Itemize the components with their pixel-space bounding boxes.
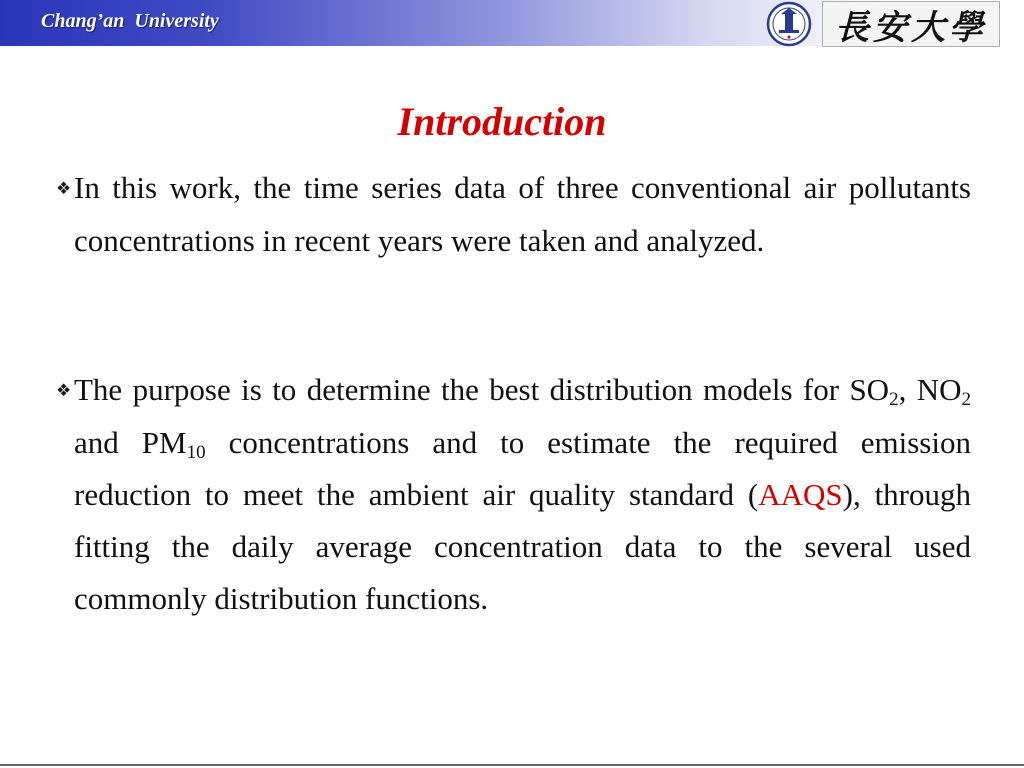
bullet-item-2 (56, 364, 971, 625)
aaqs-highlight: AAQS (758, 477, 843, 512)
bullet-2-text-part2: , NO (898, 372, 962, 407)
university-calligraphy-logo: 長安大學 (822, 1, 1000, 47)
bullet-2-text-part3: and PM (74, 425, 187, 460)
bullet-item-1 (56, 162, 971, 267)
bullet-2-text-part4: concentrations and to estimate the required emission reduction to meet the ambient air quality standard ( (74, 425, 971, 512)
no2-subscript: 2 (961, 389, 971, 410)
diamond-bullet-icon: ❖ (56, 381, 72, 400)
bullet-1-text: In this work, the time series data of three conventional air pollutants concentrations in recent years were taken and analyzed. (74, 170, 971, 258)
pm10-subscript: 10 (186, 442, 206, 463)
university-name: Chang’an University (41, 10, 219, 32)
slide-title: Introduction (397, 99, 607, 144)
university-emblem-icon (761, 0, 817, 48)
so2-subscript: 2 (889, 389, 899, 410)
footer-divider (0, 764, 1024, 766)
bullet-2-text-part5: ), through fitting the daily average concentration data to the several used commonly distribution functions. (74, 477, 971, 616)
diamond-bullet-icon: ❖ (56, 179, 72, 198)
bullet-2-text-part1: The purpose is to determine the best distribution models for SO (74, 372, 890, 407)
